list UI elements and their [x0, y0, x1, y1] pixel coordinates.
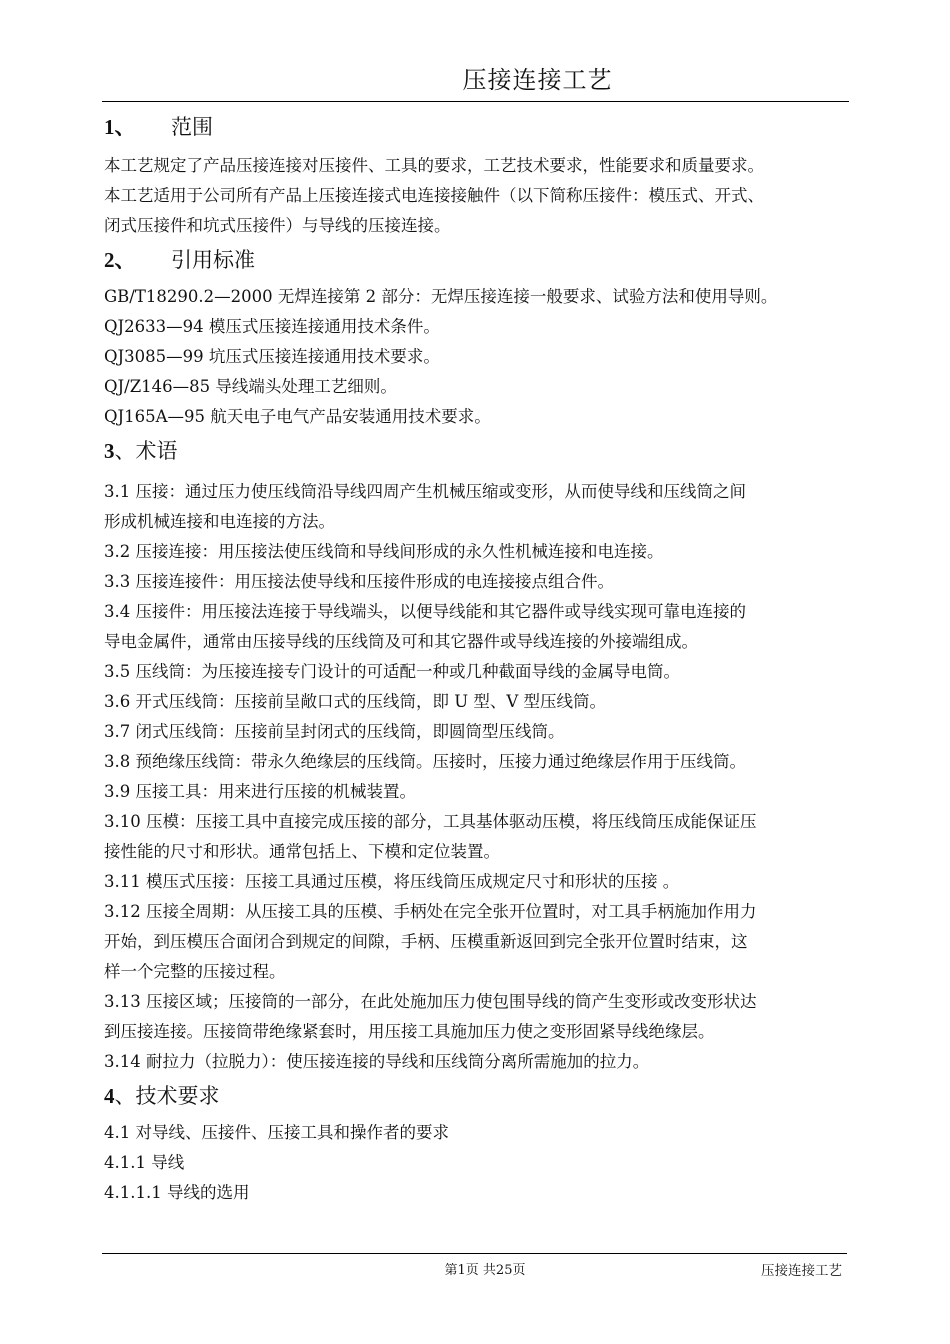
paragraph-line: 本工艺规定了产品压接连接对压接件、工具的要求，工艺技术要求，性能要求和质量要求。 [104, 156, 764, 175]
document-body [104, 108, 849, 1208]
term-line: 到压接连接。压接筒带绝缘紧套时，用压接工具施加压力使之变形固紧导线绝缘层。 [104, 1022, 715, 1041]
subsection-line: 4.1 对导线、压接件、压接工具和操作者的要求 [104, 1123, 449, 1142]
header-rule [102, 101, 849, 102]
subsection-line: 4.1.1 导线 [104, 1153, 185, 1172]
term-line: 3.5 压线筒：为压接连接专门设计的可适配一种或几种截面导线的金属导电筒。 [104, 662, 680, 681]
term-line: 3.13 压接区域；压接筒的一部分，在此处施加压力使包围导线的筒产生变形或改变形状达 [104, 992, 757, 1011]
term-line: 接性能的尺寸和形状。通常包括上、下模和定位装置。 [104, 842, 500, 861]
section-heading-technical-requirements [104, 1078, 849, 1114]
reference-line: QJ165A—95 航天电子电气产品安装通用技术要求。 [104, 407, 491, 426]
paragraph-line: 本工艺适用于公司所有产品上压接连接式电连接接触件（以下简称压接件：模压式、开式、 [104, 186, 764, 205]
term-line: 3.6 开式压线筒：压接前呈敞口式的压线筒，即 U 型、V 型压线筒。 [104, 692, 607, 711]
reference-line: QJ2633—94 模压式压接连接通用技术条件。 [104, 317, 440, 336]
footer-page-number: 第1页 共25页 [444, 1263, 526, 1278]
term-line: 3.8 预绝缘压线筒：带永久绝缘层的压线筒。压接时，压接力通过绝缘层作用于压线筒。 [104, 752, 746, 771]
term-line: 样一个完整的压接过程。 [104, 962, 286, 981]
term-line: 导电金属件，通常由压接导线的压线筒及可和其它器件或导线连接的外接端组成。 [104, 632, 698, 651]
term-line: 3.9 压接工具：用来进行压接的机械装置。 [104, 782, 416, 801]
term-line: 形成机械连接和电连接的方法。 [104, 512, 335, 531]
term-line: 3.3 压接连接件：用压接法使导线和压接件形成的电连接接点组合件。 [104, 572, 614, 591]
footer-document-title: 压接连接工艺 [761, 1263, 842, 1279]
page-header-title: 压接连接工艺 [462, 66, 613, 94]
section-title: 、术语 [114, 439, 178, 463]
section-heading-terms [104, 433, 849, 469]
section-title: 引用标准 [171, 248, 255, 272]
section-number: 2、 [104, 248, 136, 272]
reference-line: QJ/Z146—85 导线端头处理工艺细则。 [104, 377, 397, 396]
term-line: 3.4 压接件：用压接法连接于导线端头，以便导线能和其它器件或导线实现可靠电连接的 [104, 602, 746, 621]
section-title: 、技术要求 [114, 1084, 220, 1108]
footer-rule [102, 1253, 847, 1254]
term-line: 3.2 压接连接：用压接法使压线筒和导线间形成的永久性机械连接和电连接。 [104, 542, 664, 561]
term-line: 3.10 压模：压接工具中直接完成压接的部分，工具基体驱动压模，将压线筒压成能保证压 [104, 812, 757, 831]
section-number: 4 [104, 1084, 115, 1108]
subsection-line: 4.1.1.1 导线的选用 [104, 1183, 250, 1202]
term-line: 3.7 闭式压线筒：压接前呈封闭式的压线筒，即圆筒型压线筒。 [104, 722, 565, 741]
section-title: 范围 [171, 115, 213, 139]
section-number: 1、 [104, 115, 136, 139]
term-line: 开始，到压模压合面闭合到规定的间隙，手柄、压模重新返回到完全张开位置时结束，这 [104, 932, 748, 951]
term-line: 3.11 模压式压接：压接工具通过压模，将压线筒压成规定尺寸和形状的压接 。 [104, 872, 680, 891]
term-line: 3.12 压接全周期：从压接工具的压模、手柄处在完全张开位置时，对工具手柄施加作用力 [104, 902, 757, 921]
reference-line: GB/T18290.2—2000 无焊连接第 2 部分：无焊压接连接一般要求、试验方法和使用导则。 [104, 287, 778, 306]
section-heading-references [104, 242, 849, 278]
section-number: 3 [104, 439, 115, 463]
paragraph-line: 闭式压接件和坑式压接件）与导线的压接连接。 [104, 216, 451, 235]
section-heading-scope [104, 109, 849, 145]
term-line: 3.1 压接：通过压力使压线筒沿导线四周产生机械压缩或变形，从而使导线和压线筒之间 [104, 482, 746, 501]
term-line: 3.14 耐拉力（拉脱力）：使压接连接的导线和压线筒分离所需施加的拉力。 [104, 1052, 650, 1071]
reference-line: QJ3085—99 坑压式压接连接通用技术要求。 [104, 347, 440, 366]
